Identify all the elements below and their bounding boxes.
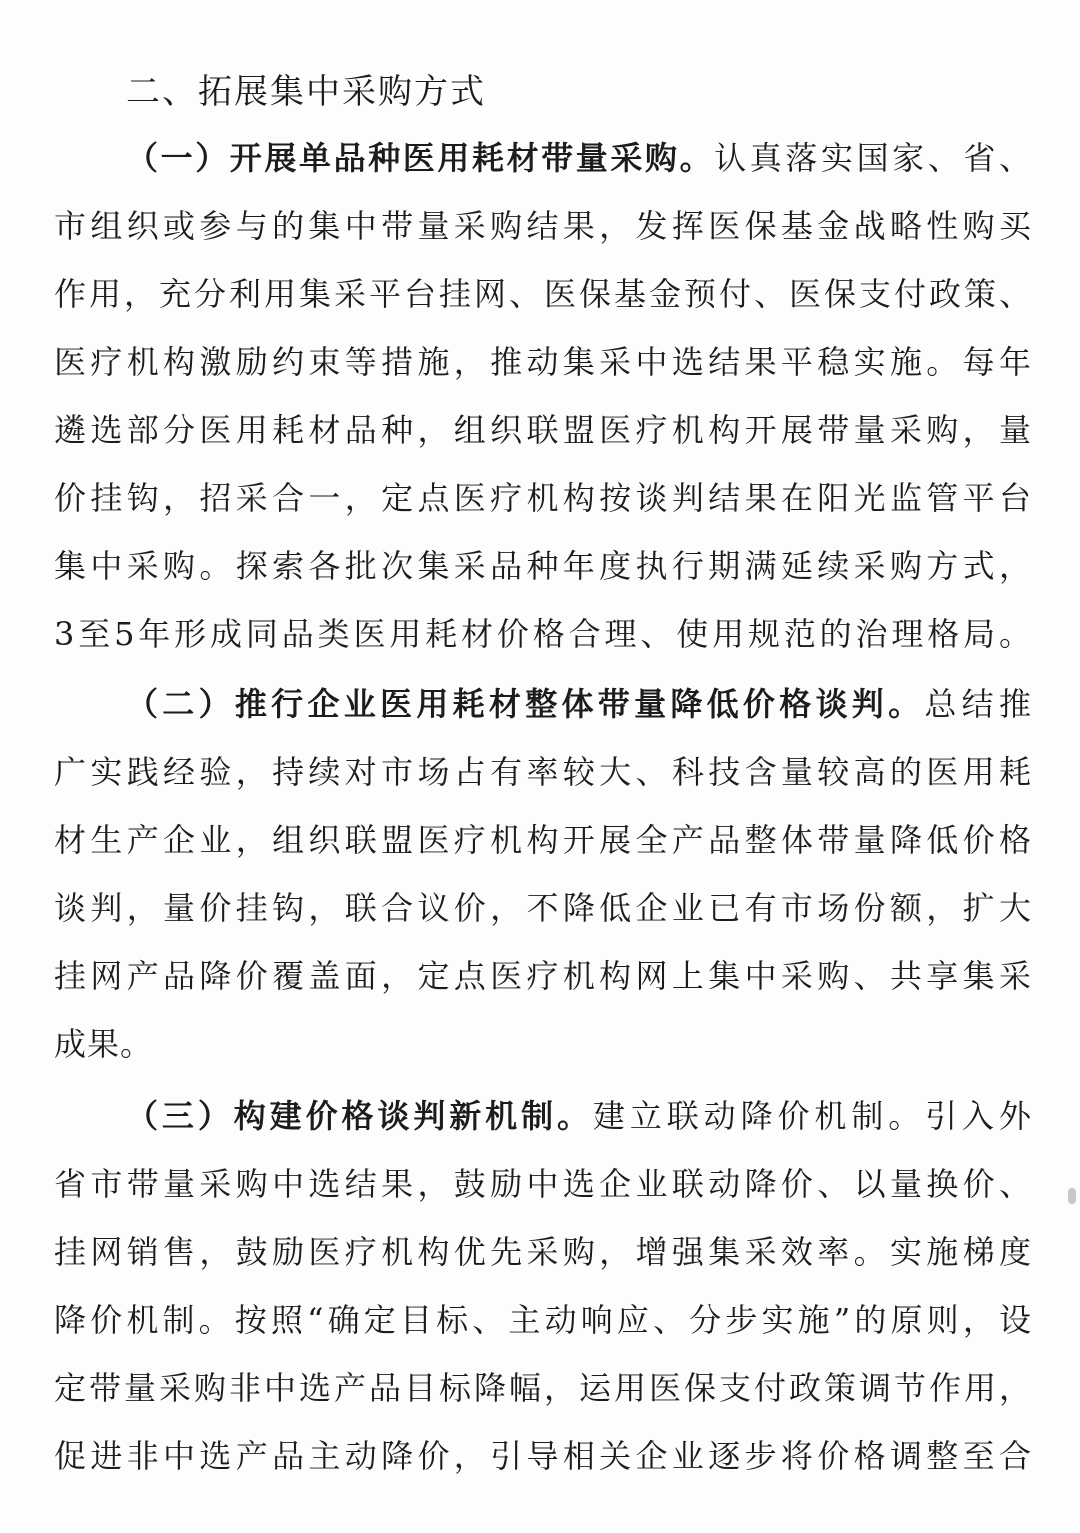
paragraph-line: [126, 1082, 1032, 1150]
subsection-title: （二）推行企业医用耗材整体带量降低价格谈判。: [126, 685, 925, 723]
subsection-title: （三）构建价格谈判新机制。: [126, 1097, 593, 1135]
scan-mark: [1068, 1188, 1076, 1204]
paragraph-line: 3至5年形成同品类医用耗材价格合理、使用规范的治理格局。: [54, 615, 1032, 653]
paragraph-text: 建立联动降价机制。引入外: [592, 1097, 1032, 1135]
paragraph-line: 市组织或参与的集中带量采购结果，发挥医保基金战略性购买: [54, 207, 1032, 245]
paragraph-line: 省市带量采购中选结果，鼓励中选企业联动降价、以量换价、: [54, 1165, 1032, 1203]
paragraph-line: 材生产企业，组织联盟医疗机构开展全产品整体带量降低价格: [54, 821, 1032, 859]
paragraph-line: 挂网销售，鼓励医疗机构优先采购，增强集采效率。实施梯度: [54, 1233, 1032, 1271]
paragraph-line: 遴选部分医用耗材品种，组织联盟医疗机构开展带量采购，量: [54, 411, 1032, 449]
paragraph-line: 降价机制。按照“确定目标、主动响应、分步实施”的原则，设: [54, 1301, 1032, 1339]
paragraph-line: 作用，充分利用集采平台挂网、医保基金预付、医保支付政策、: [54, 275, 1032, 313]
paragraph-line: 挂网产品降价覆盖面，定点医疗机构网上集中采购、共享集采: [54, 957, 1032, 995]
paragraph-line: 价挂钩，招采合一，定点医疗机构按谈判结果在阳光监管平台: [54, 479, 1032, 517]
section-heading: 二、拓展集中采购方式: [126, 72, 486, 112]
paragraph-line: 促进非中选产品主动降价，引导相关企业逐步将价格调整至合: [54, 1437, 1032, 1475]
paragraph-text: 总结推: [924, 685, 1032, 723]
paragraph-line: 广实践经验，持续对市场占有率较大、科技含量较高的医用耗: [54, 753, 1032, 791]
paragraph-line: 定带量采购非中选产品目标降幅，运用医保支付政策调节作用，: [54, 1369, 1032, 1407]
subsection-title: （一）开展单品种医用耗材带量采购。: [126, 139, 715, 177]
paragraph-line: 集中采购。探索各批次集采品种年度执行期满延续采购方式，: [54, 547, 1032, 585]
paragraph-line: [126, 670, 1032, 738]
paragraph-line: 谈判，量价挂钩，联合议价，不降低企业已有市场份额，扩大: [54, 889, 1032, 927]
paragraph-text: 认真落实国家、省、: [714, 139, 1032, 177]
paragraph-line: 成果。: [54, 1025, 154, 1063]
paragraph-line: 医疗机构激励约束等措施，推动集采中选结果平稳实施。每年: [54, 343, 1032, 381]
paragraph-line: [126, 124, 1032, 192]
